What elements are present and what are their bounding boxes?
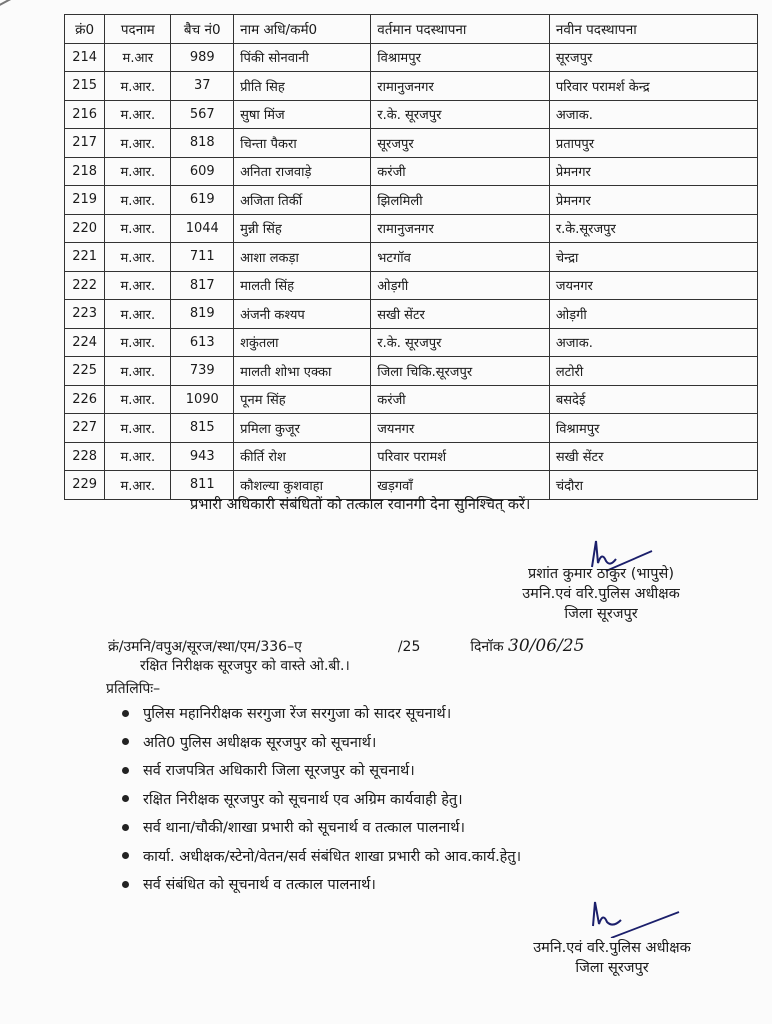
cell-new-posting: प्रतापपुर (549, 129, 757, 158)
cell-name: कौशल्या कुशवाहा (234, 471, 371, 500)
table-row (65, 357, 758, 386)
bullet-icon (122, 767, 129, 774)
cell-badge: 619 (171, 186, 234, 215)
header-badge: बैच नं0 (171, 15, 234, 44)
cell-name: अजिता तिर्की (234, 186, 371, 215)
cell-name: चिन्ता पैकरा (234, 129, 371, 158)
copy-item-text: कार्या. अधीक्षक/स्टेनो/वेतन/सर्व संबंधित शाखा प्रभारी को आव.कार्य.हेतु। (143, 848, 522, 865)
cell-badge: 989 (171, 43, 234, 72)
cell-rank: म.आर. (105, 129, 171, 158)
header-serial: क्रं0 (65, 15, 105, 44)
cell-serial: 217 (65, 129, 105, 158)
cell-current-posting: झिलमिली (371, 186, 550, 215)
signatory-name: प्रशांत कुमार ठाकुर (भापुसे) (528, 566, 674, 582)
cell-badge: 817 (171, 271, 234, 300)
cell-badge: 567 (171, 100, 234, 129)
cell-serial: 214 (65, 43, 105, 72)
cell-new-posting: विश्रामपुर (549, 414, 757, 443)
copy-label: प्रतिलिपिः– (106, 681, 161, 697)
copy-list (112, 700, 521, 900)
cell-serial: 220 (65, 214, 105, 243)
table-row (65, 157, 758, 186)
cell-new-posting: चेन्द्रा (549, 243, 757, 272)
cell-rank: म.आर. (105, 471, 171, 500)
copy-item-text: अति0 पुलिस अधीक्षक सूरजपुर को सूचनार्थ। (143, 734, 377, 751)
signatory-designation: उमनि.एवं वरि.पुलिस अधीक्षक (522, 586, 680, 602)
cell-new-posting: लटोरी (549, 357, 757, 386)
copy-item-text: सर्व संबंधित को सूचनार्थ व तत्काल पालनार्थ। (143, 877, 376, 893)
cell-name: आशा लकड़ा (234, 243, 371, 272)
cell-rank: म.आर (105, 43, 171, 72)
table-row (65, 271, 758, 300)
cell-current-posting: ओड़गी (371, 271, 550, 300)
reference-line (108, 636, 584, 656)
cell-badge: 739 (171, 357, 234, 386)
table-row (65, 72, 758, 101)
cell-name: सुषा मिंज (234, 100, 371, 129)
table-row (65, 442, 758, 471)
cell-rank: म.आर. (105, 186, 171, 215)
cell-new-posting: प्रेमनगर (549, 186, 757, 215)
footer-signature-image (585, 898, 685, 938)
copy-item (112, 786, 521, 815)
cell-name: मालती शोभा एक्का (234, 357, 371, 386)
cell-current-posting: करंजी (371, 385, 550, 414)
cell-rank: म.आर. (105, 328, 171, 357)
cell-badge: 613 (171, 328, 234, 357)
cell-rank: म.आर. (105, 414, 171, 443)
cell-serial: 226 (65, 385, 105, 414)
table-row (65, 43, 758, 72)
header-name: नाम अधि/कर्म0 (234, 15, 371, 44)
bullet-icon (122, 852, 129, 859)
table-row (65, 385, 758, 414)
table-body (65, 43, 758, 499)
cell-name: पिंकी सोनवानी (234, 43, 371, 72)
cell-rank: म.आर. (105, 243, 171, 272)
cell-rank: म.आर. (105, 214, 171, 243)
cell-serial: 222 (65, 271, 105, 300)
signatory-district: जिला सूरजपुर (564, 606, 638, 622)
cell-new-posting: जयनगर (549, 271, 757, 300)
cell-badge: 815 (171, 414, 234, 443)
cell-rank: म.आर. (105, 385, 171, 414)
cell-rank: म.आर. (105, 100, 171, 129)
cell-name: शकुंतला (234, 328, 371, 357)
cell-serial: 224 (65, 328, 105, 357)
cell-name: अनिता राजवाड़े (234, 157, 371, 186)
cell-rank: म.आर. (105, 157, 171, 186)
page-fold-mark (0, 0, 31, 10)
cell-serial: 219 (65, 186, 105, 215)
copy-item (112, 729, 521, 758)
bullet-icon (122, 710, 129, 717)
table-row (65, 328, 758, 357)
cell-name: पूनम सिंह (234, 385, 371, 414)
cell-current-posting: सूरजपुर (371, 129, 550, 158)
cell-current-posting: जयनगर (371, 414, 550, 443)
cell-new-posting: सूरजपुर (549, 43, 757, 72)
cell-serial: 227 (65, 414, 105, 443)
table-row (65, 300, 758, 329)
bullet-icon (122, 738, 129, 745)
cell-current-posting: भटगॉव (371, 243, 550, 272)
cell-serial: 225 (65, 357, 105, 386)
cell-rank: म.आर. (105, 442, 171, 471)
cell-badge: 818 (171, 129, 234, 158)
reference-number: क्रं/उमनि/वपुअ/सूरज/स्था/एम/336–ए (108, 639, 302, 655)
copy-item (112, 700, 521, 729)
copy-item-text: रक्षित निरीक्षक सूरजपुर को सूचनार्थ एव अग्रिम कार्यवाही हेतु। (143, 791, 463, 808)
order-date: 30/06/25 (508, 636, 585, 656)
copy-item-text: सर्व थाना/चौकी/शाखा प्रभारी को सूचनार्थ व तत्काल पालनार्थ। (143, 820, 466, 836)
copy-item-text: सर्व राजपत्रित अधिकारी जिला सूरजपुर को सूचनार्थ। (143, 763, 415, 779)
table-row (65, 214, 758, 243)
table-row (65, 129, 758, 158)
cell-new-posting: प्रेमनगर (549, 157, 757, 186)
cell-serial: 229 (65, 471, 105, 500)
copy-item (112, 814, 521, 843)
header-rank: पदनाम (105, 15, 171, 44)
cell-rank: म.आर. (105, 271, 171, 300)
cell-rank: म.आर. (105, 357, 171, 386)
cell-current-posting: र.के. सूरजपुर (371, 100, 550, 129)
cell-current-posting: करंजी (371, 157, 550, 186)
cell-current-posting: रामानुजनगर (371, 214, 550, 243)
signatory-block (486, 564, 716, 624)
cell-current-posting: रामानुजनगर (371, 72, 550, 101)
copy-item-text: पुलिस महानिरीक्षक सरगुजा रेंज सरगुजा को सादर सूचनार्थ। (143, 706, 452, 722)
addressee-line: रक्षित निरीक्षक सूरजपुर को वास्ते ओ.बी.। (140, 658, 350, 674)
cell-current-posting: सखी सेंटर (371, 300, 550, 329)
cell-name: कीर्ति रोश (234, 442, 371, 471)
table-row (65, 243, 758, 272)
copy-item (112, 843, 521, 872)
footer-signatory-designation: उमनि.एवं वरि.पुलिस अधीक्षक (533, 940, 691, 956)
cell-badge: 1090 (171, 385, 234, 414)
cell-name: मुन्नी सिंह (234, 214, 371, 243)
cell-serial: 218 (65, 157, 105, 186)
cell-badge: 1044 (171, 214, 234, 243)
cell-new-posting: परिवार परामर्श केन्द्र (549, 72, 757, 101)
cell-badge: 943 (171, 442, 234, 471)
cell-serial: 216 (65, 100, 105, 129)
header-current-posting: वर्तमान पदस्थापना (371, 15, 550, 44)
bullet-icon (122, 795, 129, 802)
copy-item (112, 871, 521, 900)
table-row (65, 186, 758, 215)
table-header-row (65, 15, 758, 44)
cell-name: अंजनी कश्यप (234, 300, 371, 329)
cell-badge: 37 (171, 72, 234, 101)
instruction-text: प्रभारी अधिकारी संबंधितों को तत्काल रवानगी देना सुनिश्चित् करें। (190, 497, 531, 513)
cell-current-posting: जिला चिकि.सूरजपुर (371, 357, 550, 386)
cell-current-posting: खड़गवॉं (371, 471, 550, 500)
cell-new-posting: अजाक. (549, 328, 757, 357)
table-row (65, 100, 758, 129)
cell-name: प्रमिला कुजूर (234, 414, 371, 443)
footer-signatory-block (497, 938, 727, 978)
cell-serial: 215 (65, 72, 105, 101)
cell-new-posting: चंदौरा (549, 471, 757, 500)
copy-item (112, 757, 521, 786)
footer-signatory-district: जिला सूरजपुर (575, 960, 649, 976)
cell-badge: 609 (171, 157, 234, 186)
cell-new-posting: र.के.सूरजपुर (549, 214, 757, 243)
cell-new-posting: सखी सेंटर (549, 442, 757, 471)
cell-rank: म.आर. (105, 72, 171, 101)
bullet-icon (122, 881, 129, 888)
cell-name: मालती सिंह (234, 271, 371, 300)
cell-current-posting: र.के. सूरजपुर (371, 328, 550, 357)
cell-serial: 223 (65, 300, 105, 329)
cell-serial: 221 (65, 243, 105, 272)
cell-serial: 228 (65, 442, 105, 471)
cell-new-posting: अजाक. (549, 100, 757, 129)
cell-new-posting: ओड़गी (549, 300, 757, 329)
table-row (65, 414, 758, 443)
reference-year: /25 (397, 639, 421, 655)
bullet-icon (122, 824, 129, 831)
date-label: दिनॉक (470, 639, 504, 655)
cell-current-posting: विश्रामपुर (371, 43, 550, 72)
cell-badge: 811 (171, 471, 234, 500)
cell-current-posting: परिवार परामर्श (371, 442, 550, 471)
cell-badge: 819 (171, 300, 234, 329)
cell-badge: 711 (171, 243, 234, 272)
transfer-table (64, 14, 758, 500)
cell-name: प्रीति सिह (234, 72, 371, 101)
header-new-posting: नवीन पदस्थापना (549, 15, 757, 44)
cell-new-posting: बसदेई (549, 385, 757, 414)
cell-rank: म.आर. (105, 300, 171, 329)
